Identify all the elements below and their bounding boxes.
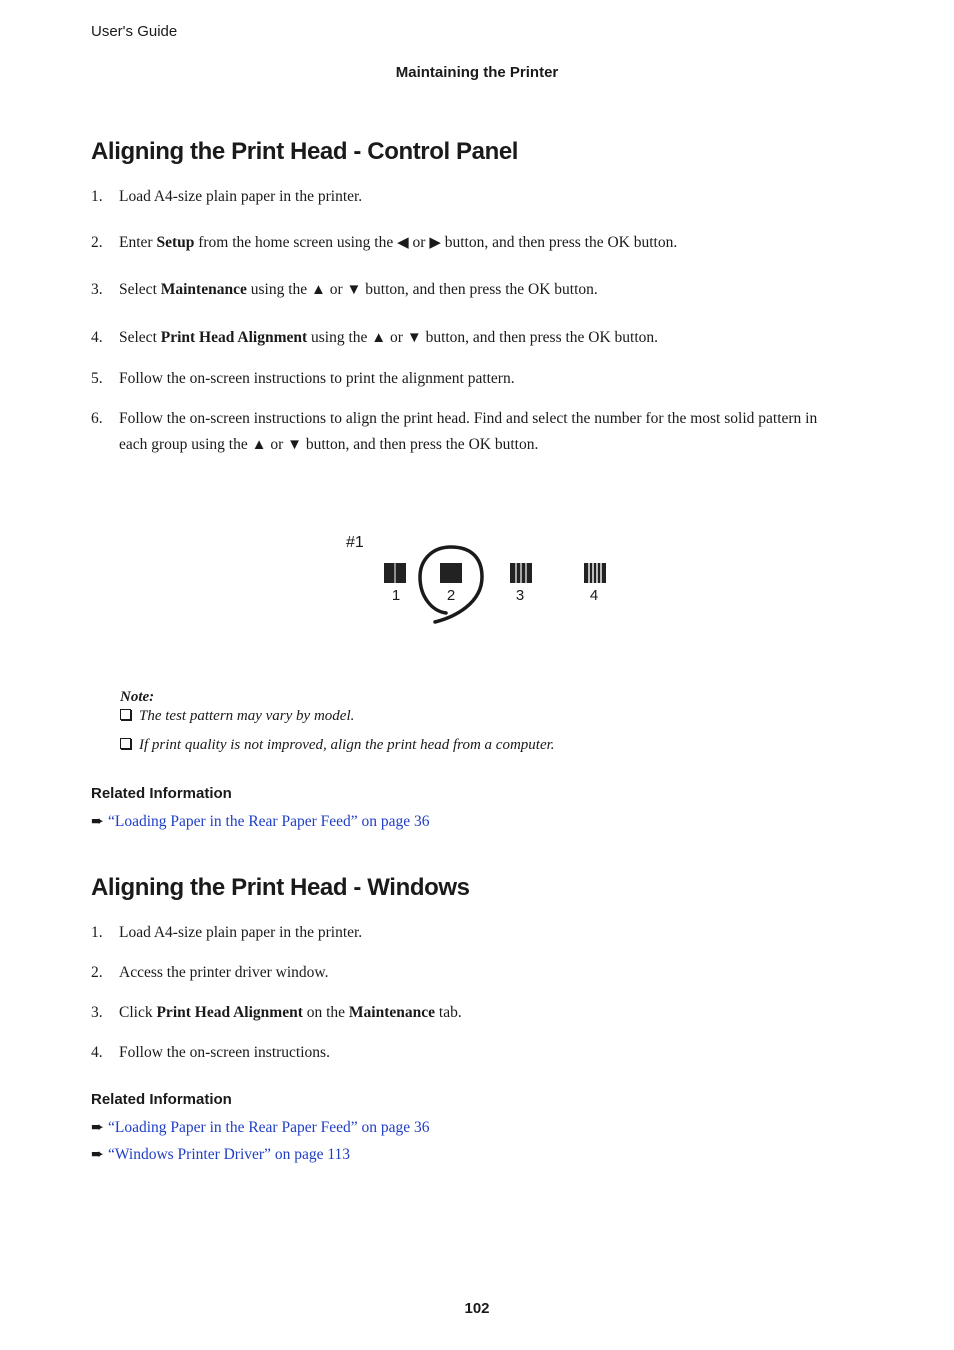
step-text: Click Print Head Alignment on the Maintenance tab. (119, 1004, 462, 1021)
step-number: 3. (91, 281, 103, 298)
pattern-number: 2 (446, 587, 456, 604)
note-item: If print quality is not improved, align the print head from a computer. (120, 737, 555, 754)
step-text: Follow the on-screen instructions to print the alignment pattern. (119, 370, 515, 387)
up-arrow-icon: ▲ (371, 330, 387, 346)
step-number: 3. (91, 1004, 103, 1021)
related-link[interactable]: ➨ “Loading Paper in the Rear Paper Feed” on page 36 (91, 1119, 430, 1136)
related-link[interactable]: ➨ “Loading Paper in the Rear Paper Feed” on page 36 (91, 813, 430, 830)
tab-maintenance: Maintenance (348, 1004, 436, 1021)
pattern-3 (510, 563, 532, 583)
related-information-heading: Related Information (91, 1091, 232, 1108)
step-text: Follow the on-screen instructions to align the print head. Find and select the number for the most solid pattern in each group using the ▲ or ▼ button, and then press the OK button. (119, 406, 831, 458)
guide-title: User's Guide (91, 23, 178, 40)
down-arrow-icon: ▼ (346, 282, 362, 298)
left-arrow-icon: ◀ (397, 235, 409, 251)
menu-maintenance: Maintenance (160, 281, 247, 298)
section-title-control-panel: Aligning the Print Head - Control Panel (91, 138, 519, 165)
step-number: 6. (91, 410, 103, 427)
pattern-number: 1 (391, 587, 401, 604)
selection-circle-mark (420, 547, 482, 622)
step-text: Access the printer driver window. (119, 964, 329, 981)
step-text: Select Maintenance using the ▲ or ▼ button, and then press the OK button. (119, 277, 831, 303)
up-arrow-icon: ▲ (251, 437, 267, 453)
checkbox-bullet-icon (120, 738, 131, 749)
note-label: Note: (120, 689, 155, 705)
related-information-heading: Related Information (91, 785, 232, 802)
checkbox-bullet-icon (120, 709, 131, 720)
related-link[interactable]: ➨ “Windows Printer Driver” on page 113 (91, 1146, 350, 1163)
menu-print-head-alignment: Print Head Alignment (160, 329, 308, 346)
step-number: 2. (91, 234, 103, 251)
arrow-right-icon: ➨ (91, 1119, 104, 1136)
pattern-number: 3 (515, 587, 525, 604)
note-item: The test pattern may vary by model. (120, 708, 354, 725)
step-number: 1. (91, 188, 103, 205)
chapter-title: Maintaining the Printer (395, 64, 559, 81)
arrow-right-icon: ➨ (91, 1146, 104, 1163)
step-text: Load A4-size plain paper in the printer. (119, 188, 363, 205)
step-text: Enter Setup from the home screen using the ◀ or ▶ button, and then press the OK button. (119, 230, 831, 256)
pattern-number: 4 (589, 587, 599, 604)
menu-print-head-alignment: Print Head Alignment (156, 1004, 303, 1021)
pattern-2 (440, 563, 462, 583)
step-number: 4. (91, 329, 103, 346)
step-number: 5. (91, 370, 103, 387)
down-arrow-icon: ▼ (287, 437, 302, 453)
step-number: 1. (91, 924, 103, 941)
page-number: 102 (464, 1300, 490, 1317)
step-text: Follow the on-screen instructions. (119, 1044, 330, 1061)
down-arrow-icon: ▼ (406, 330, 422, 346)
step-number: 2. (91, 964, 103, 981)
section-title-windows: Aligning the Print Head - Windows (91, 874, 470, 901)
step-text: Load A4-size plain paper in the printer. (119, 924, 363, 941)
menu-setup: Setup (156, 234, 195, 251)
alignment-pattern-figure (330, 525, 630, 635)
step-number: 4. (91, 1044, 103, 1061)
step-text: Select Print Head Alignment using the ▲ or ▼ button, and then press the OK button. (119, 325, 831, 351)
pattern-4 (584, 563, 606, 583)
arrow-right-icon: ➨ (91, 813, 104, 830)
right-arrow-icon: ▶ (429, 235, 441, 251)
pattern-1 (384, 563, 406, 583)
group-label: #1 (346, 534, 364, 551)
up-arrow-icon: ▲ (311, 282, 326, 298)
